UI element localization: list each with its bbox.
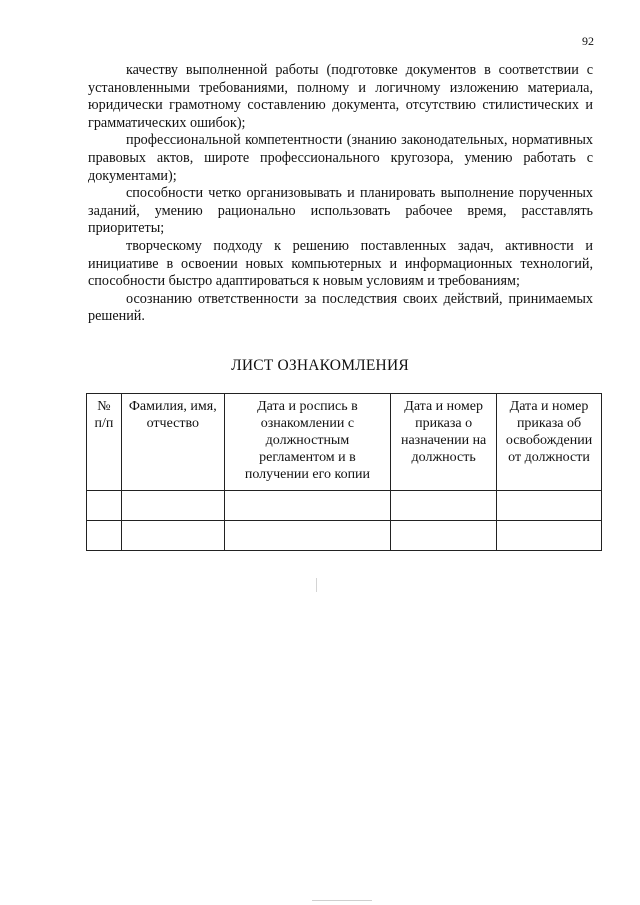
table-cell — [391, 521, 497, 551]
scan-artifact-mark — [312, 900, 372, 901]
table-cell — [121, 521, 224, 551]
column-header-full-name: Фамилия, имя, отчество — [121, 394, 224, 491]
paragraph-competence: профессиональной компетентности (знанию законодательных, нормативных правовых актов, широте профессионального кругозора, умению работать с документами); — [88, 132, 593, 184]
scan-artifact-mark — [316, 578, 317, 592]
body-text — [88, 62, 593, 326]
column-header-number: № п/п — [87, 394, 122, 491]
paragraph-quality: качеству выполненной работы (подготовке документов в соответствии с установленными требованиями, полному и логичному изложению материала, юридически грамотному составлению документа, отсутствию стилистических и грамматических ошибок); — [88, 62, 593, 131]
paragraph-responsibility: осознанию ответственности за последствия своих действий, принимаемых решений. — [88, 290, 593, 325]
table-cell — [224, 521, 391, 551]
column-header-appointment-order: Дата и номер приказа о назначении на должность — [391, 394, 497, 491]
table-row — [87, 491, 602, 521]
column-header-signature-date: Дата и роспись в ознакомлении с должностным регламентом и в получении его копии — [224, 394, 391, 491]
page-number: 92 — [582, 34, 594, 48]
table-cell — [224, 491, 391, 521]
acknowledgement-sheet-title: ЛИСТ ОЗНАКОМЛЕНИЯ — [231, 357, 409, 374]
table-cell — [497, 491, 602, 521]
table-cell — [121, 491, 224, 521]
table-row — [87, 521, 602, 551]
table-cell — [87, 521, 122, 551]
table-cell — [87, 491, 122, 521]
table-header-row — [87, 394, 602, 491]
acknowledgement-table — [86, 393, 602, 551]
table-cell — [497, 521, 602, 551]
paragraph-organization: способности четко организовывать и планировать выполнение порученных заданий, умению рационально использовать рабочее время, расставлять приоритеты; — [88, 185, 593, 237]
column-header-dismissal-order: Дата и номер приказа об освобождении от должности — [497, 394, 602, 491]
table-cell — [391, 491, 497, 521]
paragraph-creativity: творческому подходу к решению поставленных задач, активности и инициативе в освоении новых компьютерных и информационных технологий, способности быстро адаптироваться к новым условиям и требованиям; — [88, 237, 593, 290]
